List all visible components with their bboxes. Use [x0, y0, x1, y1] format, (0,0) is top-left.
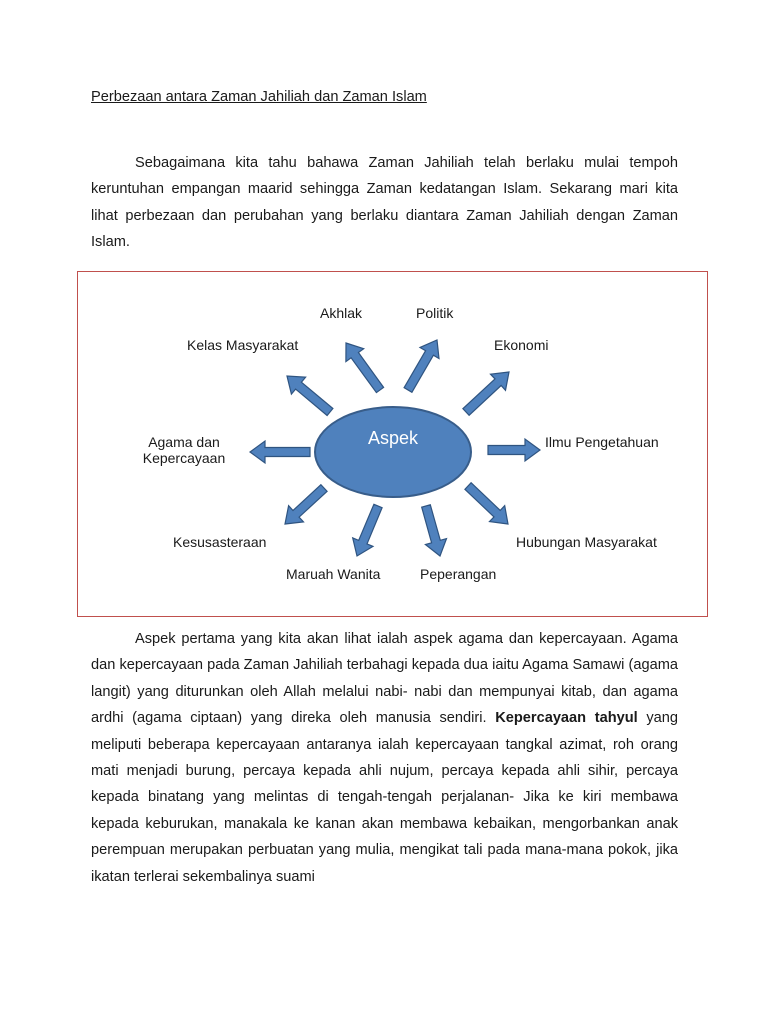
label-kesusasteraan: Kesusasteraan [173, 534, 267, 550]
arrow-politik [404, 340, 439, 392]
body-paragraph [91, 626, 678, 890]
arrow-kelas [287, 376, 333, 416]
arrow-kesusasteraan [285, 485, 327, 524]
label-maruah-wanita: Maruah Wanita [286, 566, 381, 582]
arrow-hubungan [465, 483, 508, 524]
label-peperangan: Peperangan [420, 566, 497, 582]
arrow-ekonomi [463, 372, 509, 415]
body-text-part2: yang meliputi beberapa kepercayaan antaranya ialah kepercayaan tangkal azimat, roh orang mati menjadi burung, percaya kepada ahli nujum, percaya kepada ahli sihir, percaya kepada binatang yang melintas di tengah-tengah perjalanan- Jika ke kiri membawa kepada keburukan, manakala ke kanan akan membawa kebaikan, mengorbankan anak perempuan merupakan perbuatan yang mulia, mengikat tali pada mana-mana pokok, jika ikatan terlerai sekembalinya suami [91, 710, 678, 885]
body-text-part1: Aspek pertama yang kita akan lihat ialah aspek agama dan kepercayaan. Agama dan kepercayaan pada Zaman Jahiliah terbahagi kepada dua iaitu Agama Samawi (agama langit) yang diturunkan oleh Allah melalui nabi- nabi dan mempunyai kitab, dan agama ardhi (agama ciptaan) yang direka oleh manusia sendiri. [91, 631, 678, 727]
document-title: Perbezaan antara Zaman Jahiliah dan Zaman Islam [91, 89, 427, 105]
arrow-agama [250, 441, 310, 463]
label-agama-line2: Kepercayaan [142, 450, 226, 466]
arrow-akhlak [346, 343, 384, 393]
label-ekonomi: Ekonomi [494, 337, 549, 353]
label-agama [138, 434, 230, 466]
aspek-ellipse [315, 407, 471, 497]
label-agama-line1: Agama dan [148, 434, 220, 450]
aspek-center-label: Aspek [367, 428, 419, 448]
arrow-maruah [353, 504, 382, 556]
body-bold-term: Kepercayaan tahyul [495, 710, 638, 727]
arrow-peperangan [422, 505, 447, 556]
intro-text: Sebagaimana kita tahu bahawa Zaman Jahiliah telah berlaku mulai tempoh keruntuhan empangan maarid sehingga Zaman kedatangan Islam. Sekarang mari kita lihat perbezaan dan perubahan yang berlaku diantara Zaman Jahiliah dengan Zaman Islam. [91, 155, 678, 251]
label-kelas-masyarakat: Kelas Masyarakat [187, 337, 299, 353]
label-ilmu-pengetahuan: Ilmu Pengetahuan [545, 434, 659, 450]
arrow-ilmu [488, 439, 540, 461]
label-akhlak: Akhlak [320, 305, 363, 321]
label-politik: Politik [416, 305, 454, 321]
label-hubungan-masyarakat: Hubungan Masyarakat [516, 534, 657, 550]
